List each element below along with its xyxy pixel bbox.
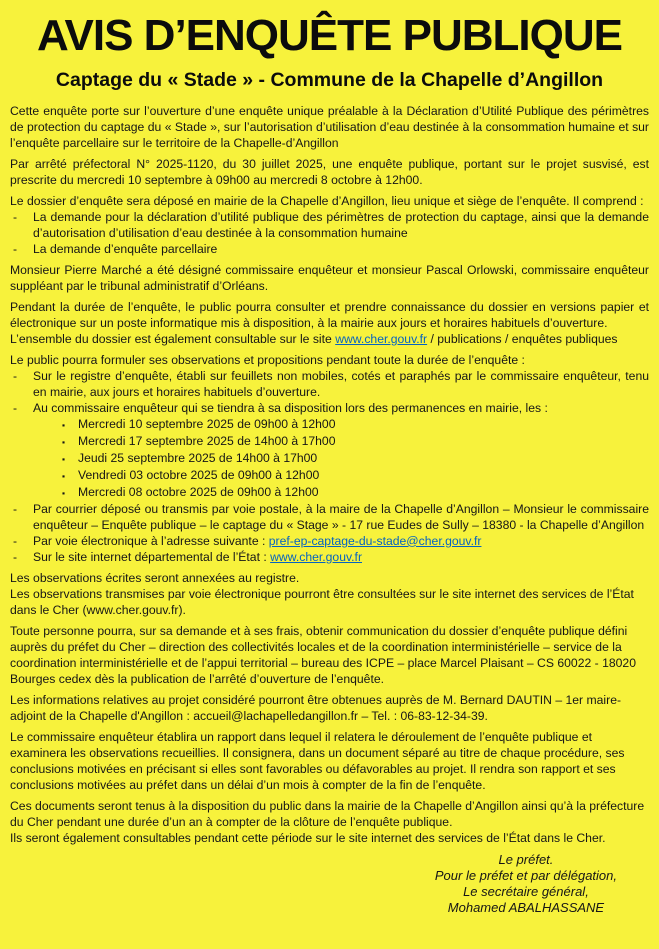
permanence-date: Vendredi 03 octobre 2025 de 09h00 à 12h00 (78, 467, 320, 482)
signature-delegation: Pour le préfet et par délégation, (434, 867, 617, 883)
square-bullet: ▪ (62, 487, 66, 498)
documents-section (10, 798, 649, 846)
commissaire-paragraph: Monsieur Pierre Marché a été désigné commissaire enquêteur et monsieur Pascal Orlowski, commissaire enquêteur suppléant par le tribunal administratif d’Orléans. (10, 262, 649, 293)
consultation-section (10, 299, 649, 347)
dash-bullet: - (13, 501, 18, 516)
permanence-item (62, 467, 649, 484)
permanence-item (62, 484, 649, 501)
permanence-item (62, 450, 649, 467)
observations-site (33, 549, 649, 565)
consultation-line2-after: / publications / enquêtes publiques (427, 331, 618, 346)
observations-registre: Sur le registre d’enquête, établi sur feuillets non mobiles, cotés et paraphés par le commissaire enquêteur, tenu en mairie, aux jours et horaires habituels d’ouverture. (33, 368, 649, 399)
dossier-item-dup: La demande pour la déclaration d’utilité publique des périmètres de protection du captage, ainsi que la demande d’autorisation d’utilisation d’eau destinée à la consommation humaine (33, 209, 649, 240)
communication-paragraph: Toute personne pourra, sur sa demande et à ses frais, obtenir communication du dossier d’enquête publique défini auprès du préfet du Cher – direction des collectivités locales et de la coordination interministérielle – service de la coordination interministérielle et de l’appui territorial – bureau des ICPE – place Marcel Plaisant – CS 60022 - 18020 Bourges cedex dès la publication de l’arrêté d’ouverture de l’enquête. (10, 623, 636, 686)
signature-name: Mohamed ABALHASSANE (447, 899, 605, 915)
consultation-line2-before: L’ensemble du dossier est également consultable sur le site (10, 331, 336, 346)
list-item (10, 209, 649, 241)
dossier-item-parcellaire: La demande d’enquête parcellaire (33, 241, 218, 256)
dash-bullet: - (13, 241, 18, 256)
observations-section (10, 352, 649, 565)
list-item (10, 368, 649, 400)
ecrites-section (10, 570, 649, 618)
permanence-date: Mercredi 08 octobre 2025 de 09h00 à 12h00 (78, 484, 319, 499)
dossier-section (10, 193, 649, 257)
square-bullet: ▪ (62, 419, 66, 430)
documents-line2: Ils seront également consultables pendant cette période sur le site internet des services de l’État dans le Cher. (10, 830, 606, 845)
signature-block-wrap (10, 852, 649, 916)
list-item (10, 501, 649, 533)
square-bullet: ▪ (62, 436, 66, 447)
dash-bullet: - (13, 533, 18, 548)
page-title: AVIS D’ENQUÊTE PUBLIQUE (37, 11, 622, 60)
site-label: Sur le site internet départemental de l’État : (33, 549, 271, 564)
intro-paragraph: Cette enquête porte sur l’ouverture d’une enquête unique préalable à la Déclaration d’Utilité Publique des périmètres de protection du captage du « Stade », sur l’autorisation d’utilisation d’eau destinée à la consommation humaine et sur l’enquête parcellaire sur le territoire de la Chapelle-d’Angillon (10, 103, 649, 150)
consultation-line1: Pendant la durée de l’enquête, le public pourra consulter et prendre connaissance du dossier en versions papier et électronique sur un poste informatique mis à disposition, à la mairie aux jours et horaires habituels d’ouverture. (10, 299, 649, 330)
observations-courrier: Par courrier déposé ou transmis par voie postale, à la maire de la Chapelle d’Angillon – Monsieur le commissaire enquêteur – Enquête publique – le captage du « Stage » - 17 rue Eudes de Sully – 18380 - la Chapelle d’Angillon (33, 501, 649, 532)
arrete-paragraph: Par arrêté préfectoral N° 2025-1120, du 30 juillet 2025, une enquête publique, portant sur le projet susvisé, est prescrite du mercredi 10 septembre à 09h00 au mercredi 8 octobre à 12h00. (10, 156, 649, 187)
rapport-paragraph: Le commissaire enquêteur établira un rapport dans lequel il relatera le déroulement de l’enquête publique et examinera les observations recueillies. Il consignera, dans un document séparé au titre de chaque procédure, ses conclusions motivées en précisant si elles sont favorables ou défavorables au projet. Il rendra son rapport et ses conclusions motivées au préfet dans un délai d’un mois à compter de la fin de l’enquête. (10, 729, 625, 792)
dossier-lead: Le dossier d’enquête sera déposé en mairie de la Chapelle d’Angillon, lieu unique et siège de l’enquête. Il comprend : (10, 193, 644, 208)
list-item (10, 241, 649, 257)
observations-lead: Le public pourra formuler ses observations et propositions pendant toute la durée de l’enquête : (10, 352, 525, 367)
signature-role: Le préfet. (498, 851, 554, 867)
email-link[interactable]: pref-ep-captage-du-stade@cher.gouv.fr (268, 533, 482, 548)
observations-electronique (33, 533, 649, 549)
consultation-line2 (10, 331, 649, 347)
list-item (10, 549, 649, 565)
documents-line1: Ces documents seront tenus à la disposition du public dans la mairie de la Chapelle d’Angillon ainsi qu’à la préfecture du Cher pendant une durée d’un an à compter de la clôture de l’enquête publique. (10, 798, 645, 829)
notice-body (10, 103, 649, 916)
electronique-label: Par voie électronique à l’adresse suivante : (33, 533, 269, 548)
cher-gouv-link[interactable]: www.cher.gouv.fr (335, 331, 428, 346)
public-notice-page (0, 11, 659, 916)
signature-title: Le secrétaire général, (463, 883, 589, 899)
dash-bullet: - (13, 368, 18, 383)
permanence-item (62, 416, 649, 433)
ecrites-line1: Les observations écrites seront annexées au registre. (10, 570, 300, 585)
dash-bullet: - (13, 549, 18, 564)
square-bullet: ▪ (62, 453, 66, 464)
permanence-item (62, 433, 649, 450)
page-subtitle: Captage du « Stade » - Commune de la Chapelle d’Angillon (55, 69, 604, 92)
informations-paragraph: Les informations relatives au projet considéré pourront être obtenues auprès de M. Bernard DAUTIN – 1er maire-adjoint de la Chapelle d'Angillon : accueil@lachapelledangillon.fr – Tel. : 06-83-12-34-39. (10, 692, 622, 723)
cher-gouv-link[interactable]: www.cher.gouv.fr (270, 549, 363, 564)
permanence-date: Jeudi 25 septembre 2025 de 14h00 à 17h00 (78, 450, 318, 465)
ecrites-line2: Les observations transmises par voie électronique pourront être consultées sur le site internet des services de l’État dans le Cher (www.cher.gouv.fr). (10, 586, 634, 617)
list-item (10, 533, 649, 549)
permanence-date: Mercredi 17 septembre 2025 de 14h00 à 17h00 (78, 433, 336, 448)
observations-permanences-lead: Au commissaire enquêteur qui se tiendra à sa disposition lors des permanences en mairie, les : (33, 400, 548, 415)
dash-bullet: - (13, 400, 18, 415)
dash-bullet: - (13, 209, 18, 224)
permanence-date: Mercredi 10 septembre 2025 de 09h00 à 12h00 (78, 416, 336, 431)
list-item (10, 400, 649, 416)
square-bullet: ▪ (62, 470, 66, 481)
signature-block (435, 852, 617, 916)
